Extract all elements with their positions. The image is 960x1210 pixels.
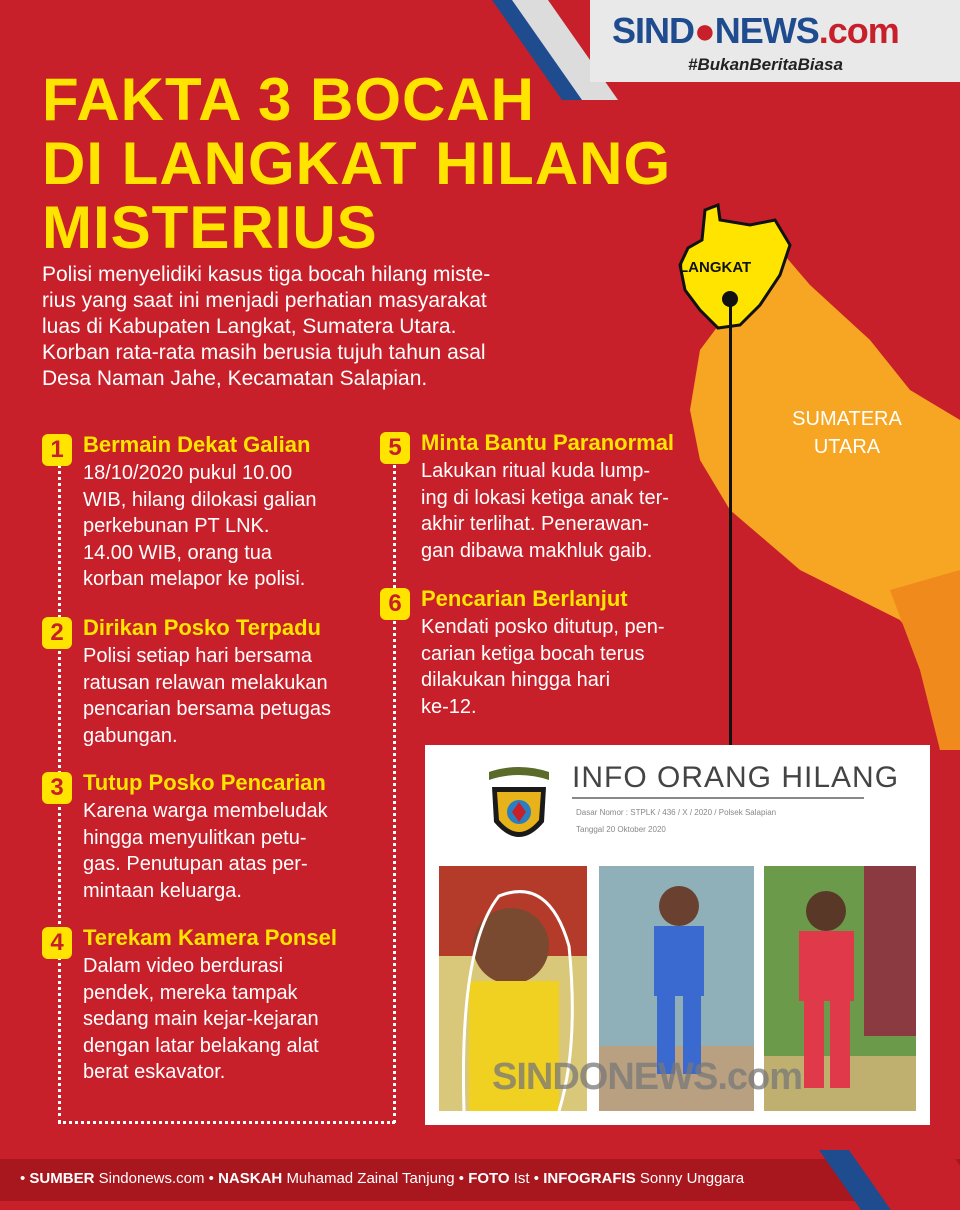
credit-value: Ist bbox=[513, 1170, 530, 1187]
fact-line: akhir terlihat. Penerawan- bbox=[421, 513, 649, 535]
credit-value: Sindonews.com bbox=[98, 1170, 205, 1187]
fact-line: gas. Penutupan atas per- bbox=[83, 853, 308, 875]
dotted-guide bbox=[393, 458, 396, 1123]
fact-line: pencarian bersama petugas bbox=[83, 698, 331, 720]
brand-tagline: #BukanBeritaBiasa bbox=[688, 55, 843, 74]
intro-paragraph bbox=[42, 262, 562, 392]
map-pointer-line bbox=[729, 298, 732, 748]
fact-line: WIB, hilang dilokasi galian bbox=[83, 488, 317, 511]
map-label-langkat: LANGKAT bbox=[679, 259, 752, 276]
map-label-sumut-line: UTARA bbox=[813, 436, 881, 458]
map-pin-icon bbox=[722, 291, 738, 307]
intro-line: Korban rata-rata masih berusia tujuh tahun asal bbox=[42, 341, 486, 364]
fact-title: Bermain Dekat Galian bbox=[83, 432, 311, 457]
intro-line: luas di Kabupaten Langkat, Sumatera Utara. bbox=[42, 315, 457, 338]
fact-line: Kendati posko ditutup, pen- bbox=[421, 616, 665, 638]
fact-line: berat eskavator. bbox=[83, 1061, 226, 1083]
map-label-sumut-line: SUMATERA bbox=[792, 408, 902, 430]
fact-title: Terekam Kamera Ponsel bbox=[83, 925, 337, 950]
title-line: FAKTA 3 BOCAH bbox=[42, 66, 535, 133]
card-title: INFO ORANG HILANG bbox=[572, 761, 900, 794]
fact-body bbox=[83, 798, 328, 904]
credit-label: INFOGRAFIS bbox=[543, 1170, 636, 1187]
fact-line: Dalam video berdurasi bbox=[83, 955, 284, 977]
logo-part-b: NEWS bbox=[714, 10, 819, 51]
map-label-sumut bbox=[772, 405, 922, 461]
dotted-guide bbox=[58, 1121, 395, 1124]
fact-line: 18/10/2020 pukul 10.00 bbox=[83, 462, 293, 484]
fact-line: perkebunan PT LNK. bbox=[83, 515, 270, 537]
fact-title: Tutup Posko Pencarian bbox=[83, 770, 326, 795]
intro-line: rius yang saat ini menjadi perhatian masyarakat bbox=[42, 289, 487, 312]
intro-line: Desa Naman Jahe, Kecamatan Salapian. bbox=[42, 367, 428, 390]
fact-line: korban melapor ke polisi. bbox=[83, 568, 306, 590]
fact-line: 14.00 WIB, orang tua bbox=[83, 541, 273, 564]
fact-line: gabungan. bbox=[83, 724, 178, 747]
credit-label: NASKAH bbox=[218, 1170, 283, 1187]
fact-line: Lakukan ritual kuda lump- bbox=[421, 460, 651, 482]
sindonews-logo[interactable] bbox=[612, 10, 899, 52]
fact-title: Minta Bantu Paranormal bbox=[421, 430, 675, 455]
fact-line: Karena warga membeludak bbox=[83, 800, 328, 822]
fact-line: sedang main kejar-kejaran bbox=[83, 1008, 319, 1030]
title-line: MISTERIUS bbox=[42, 194, 378, 261]
fact-number-badge: 6 bbox=[380, 588, 410, 620]
card-meta-number: Dasar Nomor : STPLK / 436 / X / 2020 / Polsek Salapian bbox=[576, 808, 777, 817]
fact-title: Dirikan Posko Terpadu bbox=[83, 615, 321, 640]
fact-body bbox=[83, 953, 319, 1086]
credit-value: Muhamad Zainal Tanjung bbox=[286, 1170, 455, 1187]
footer-credits: • SUMBER Sindonews.com • NASKAH Muhamad Zainal Tanjung • FOTO Ist • INFOGRAFIS Sonny Unggara bbox=[20, 1170, 745, 1187]
fact-line: dengan latar belakang alat bbox=[83, 1034, 319, 1057]
credit-label: FOTO bbox=[468, 1170, 510, 1187]
sumut-region-south bbox=[890, 570, 960, 750]
logo-globe-icon: ● bbox=[694, 10, 715, 51]
fact-body bbox=[421, 458, 669, 564]
fact-number-badge: 3 bbox=[42, 772, 72, 804]
card-title-underline bbox=[572, 797, 864, 799]
fact-body bbox=[83, 460, 316, 593]
fact-line: mintaan keluarga. bbox=[83, 879, 242, 902]
fact-line: Polisi setiap hari bersama bbox=[83, 645, 312, 667]
fact-line: hingga menyulitkan petu- bbox=[83, 826, 307, 849]
credit-label: SUMBER bbox=[29, 1170, 95, 1187]
fact-number-badge: 4 bbox=[42, 927, 72, 959]
fact-body bbox=[421, 614, 665, 720]
fact-title: Pencarian Berlanjut bbox=[421, 586, 628, 611]
fact-line: ke-12. bbox=[421, 695, 477, 718]
logo-part-c: .com bbox=[818, 10, 899, 51]
fact-line: pendek, mereka tampak bbox=[83, 981, 298, 1004]
credit-value: Sonny Unggara bbox=[639, 1170, 745, 1187]
intro-line: Polisi menyelidiki kasus tiga bocah hilang miste- bbox=[42, 263, 491, 286]
card-meta-date: Tanggal 20 Oktober 2020 bbox=[576, 825, 666, 834]
fact-line: carian ketiga bocah terus bbox=[421, 642, 645, 665]
fact-number-badge: 2 bbox=[42, 617, 72, 649]
fact-number-badge: 5 bbox=[380, 432, 410, 464]
fact-line: gan dibawa makhluk gaib. bbox=[421, 539, 653, 562]
fact-line: ing di lokasi ketiga anak ter- bbox=[421, 486, 669, 509]
fact-number-badge: 1 bbox=[42, 434, 72, 466]
fact-line: ratusan relawan melakukan bbox=[83, 671, 328, 694]
fact-line: dilakukan hingga hari bbox=[421, 669, 611, 691]
logo-part-a: SIND bbox=[612, 10, 695, 51]
police-emblem-icon bbox=[484, 762, 554, 857]
title-line: DI LANGKAT HILANG bbox=[42, 130, 672, 197]
fact-body bbox=[83, 643, 331, 749]
watermark: SINDONEWS.com bbox=[492, 1056, 803, 1098]
